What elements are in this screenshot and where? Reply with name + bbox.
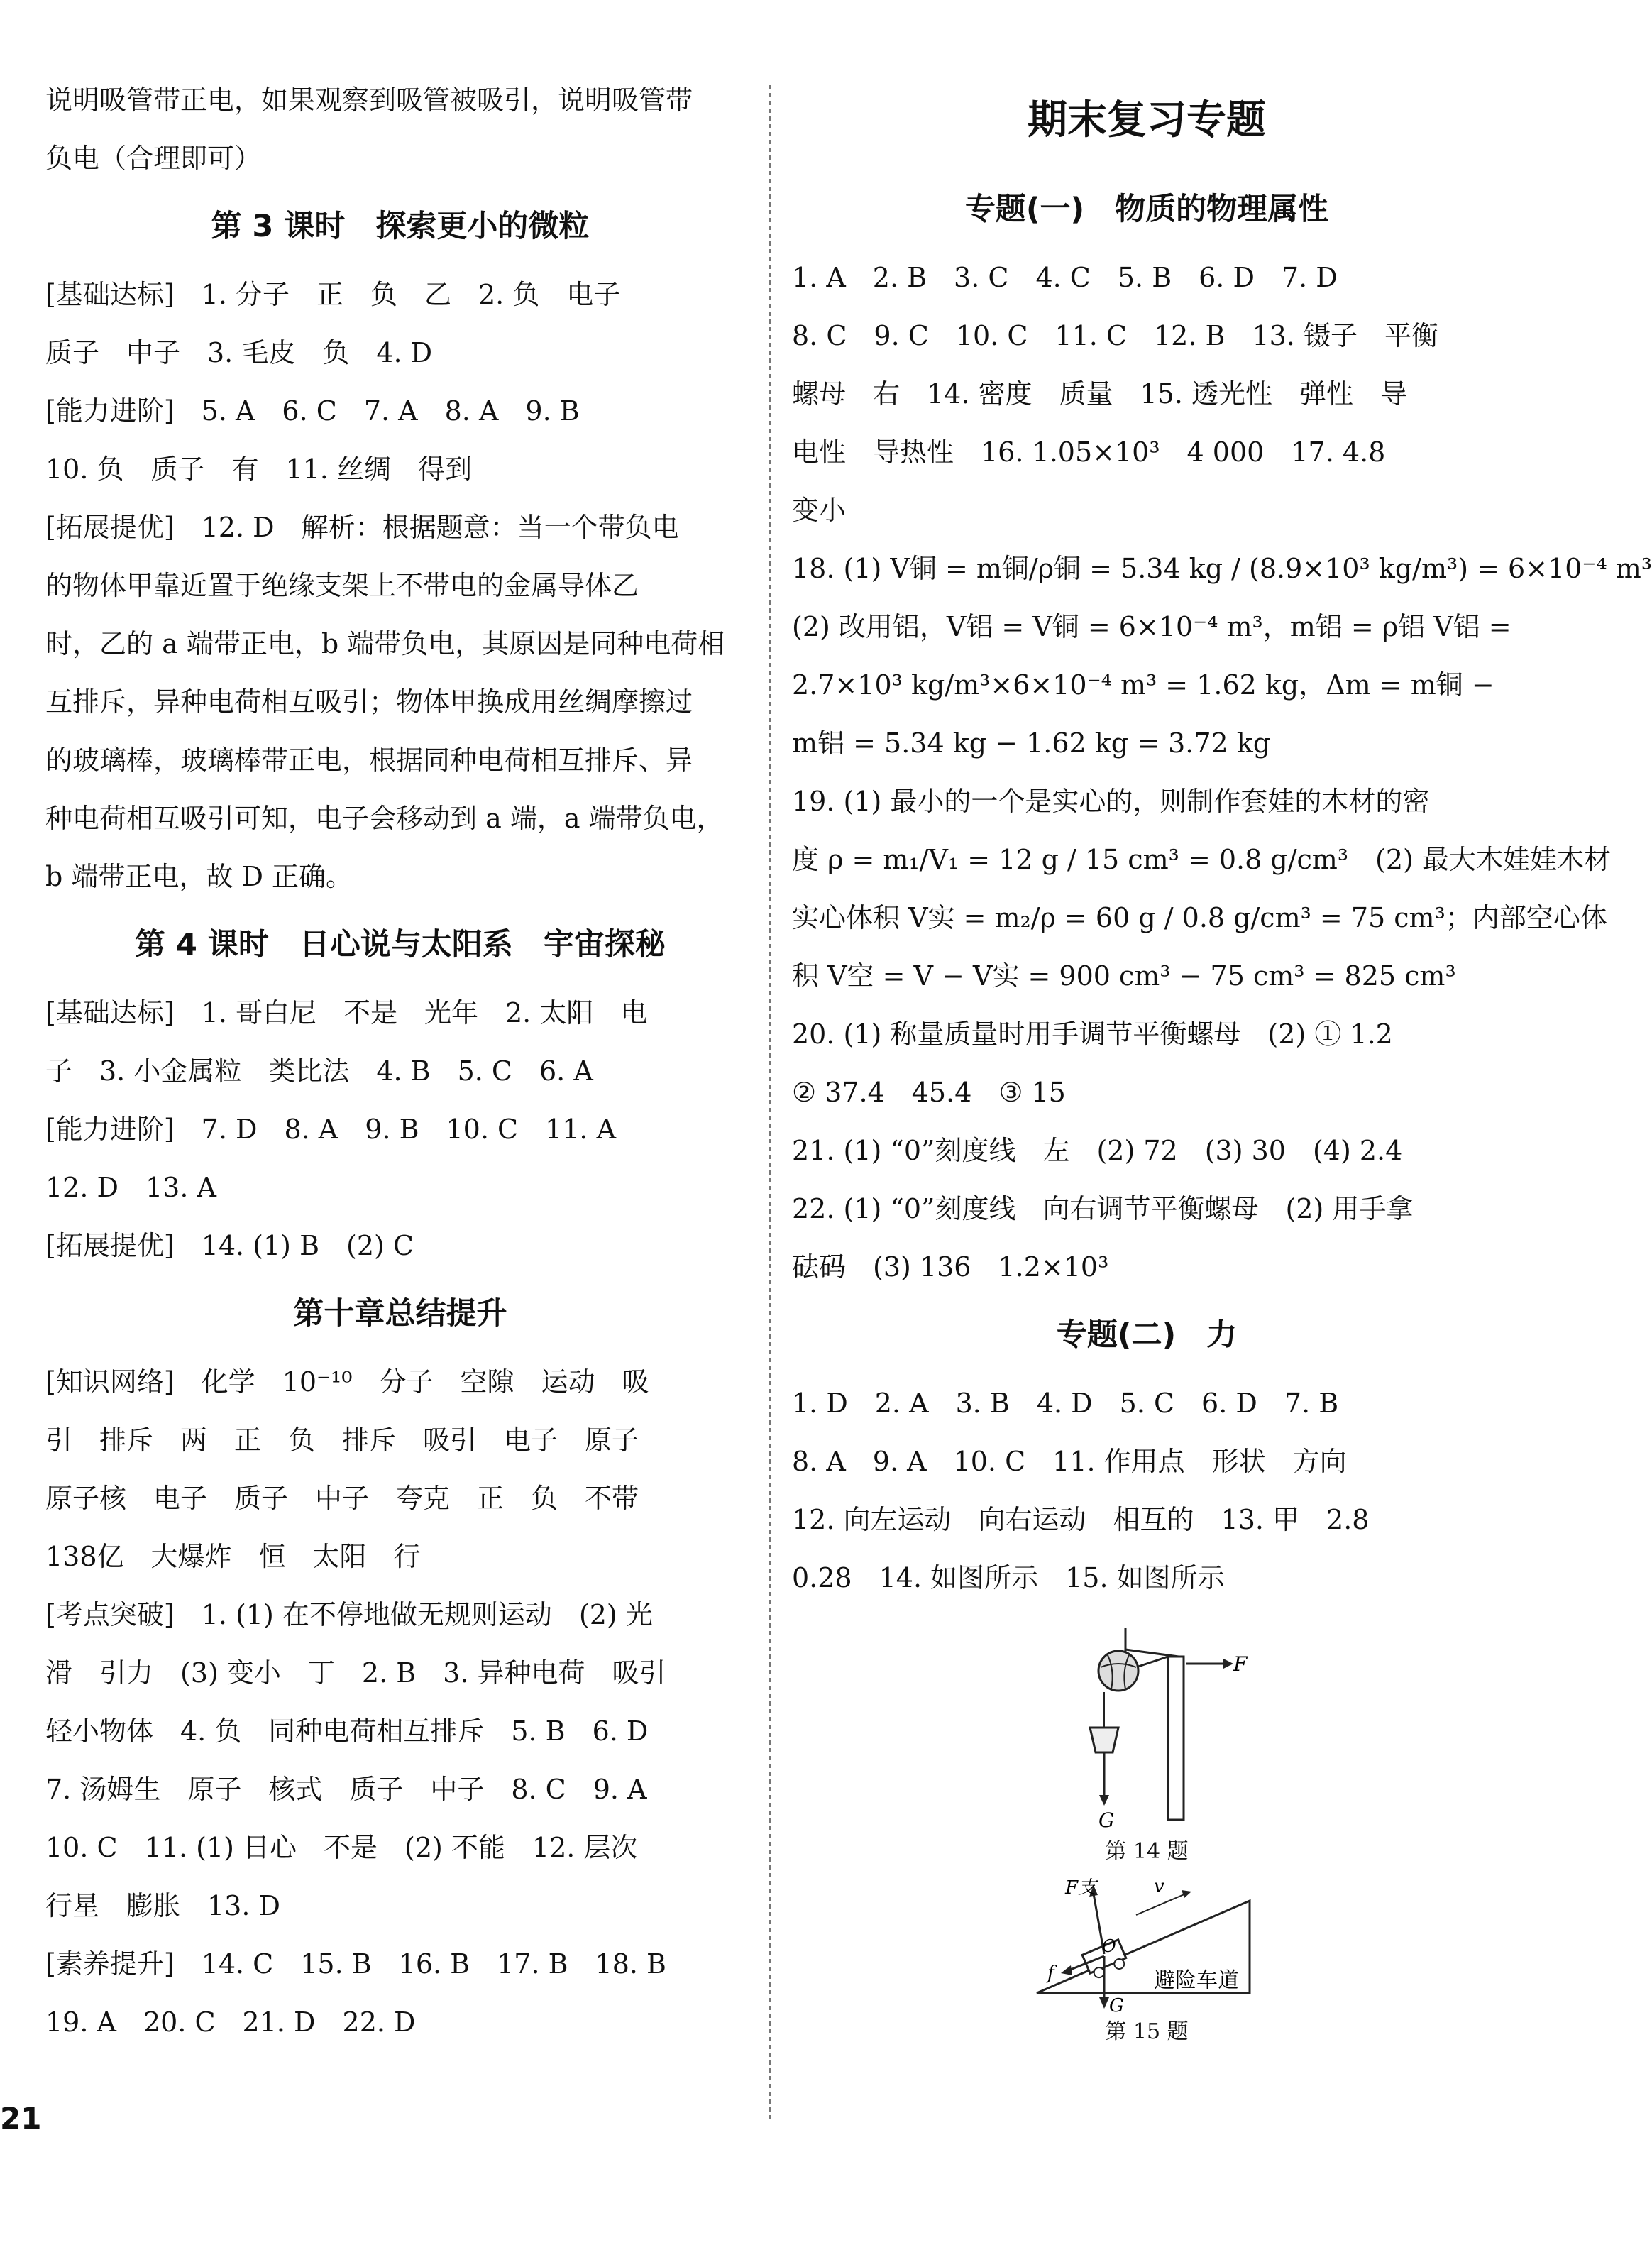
text-line: 原子核 电子 质子 中子 夸克 正 负 不带 [45, 1483, 639, 1514]
section-heading-topic1: 专题(一) 物质的物理属性 [964, 192, 1329, 227]
section-heading-summary: 第十章总结提升 [293, 1296, 507, 1332]
friction-label: f [1047, 1963, 1054, 1984]
text-line: 8. A 9. A 10. C 11. 作用点 形状 方向 [792, 1446, 1347, 1477]
text-line: 互排斥，异种电荷相互吸引；物体甲换成用丝绸摩擦过 [45, 686, 693, 718]
center-label-O: O [1102, 1936, 1116, 1956]
section-heading-topic2: 专题(二) 力 [1056, 1317, 1238, 1353]
text-line: [能力进阶] 5. A 6. C 7. A 8. A 9. B [45, 395, 580, 427]
text-line: 滑 引力 (3) 变小 丁 2. B 3. 异种电荷 吸引 [45, 1657, 666, 1689]
text-line: 1. D 2. A 3. B 4. D 5. C 6. D 7. B [792, 1388, 1339, 1419]
text-line: 电性 导热性 16. 1.05×10³ 4 000 17. 4.8 [792, 437, 1386, 468]
text-line: [能力进阶] 7. D 8. A 9. B 10. C 11. A [45, 1114, 617, 1145]
text-line: 8. C 9. C 10. C 11. C 12. B 13. 镊子 平衡 [792, 320, 1438, 351]
text-line: 12. D 13. A [45, 1172, 216, 1203]
text-line: 20. (1) 称量质量时用手调节平衡螺母 (2) ① 1.2 [792, 1019, 1393, 1050]
equation-line: 实心体积 V实 = m₂/ρ = 60 g / 0.8 g/cm³ = 75 cm³；内部空心体 [792, 902, 1607, 933]
column-divider [769, 85, 771, 2122]
text-line: 21. (1) “0”刻度线 左 (2) 72 (3) 30 (4) 2.4 [792, 1135, 1403, 1166]
text-line: 1. A 2. B 3. C 4. C 5. B 6. D 7. D [792, 262, 1338, 293]
text-line: 2.7×10³ kg/m³×6×10⁻⁴ m³ = 1.62 kg，Δm = m铜 − [792, 669, 1494, 701]
section-heading-review: 期末复习专题 [1028, 97, 1266, 143]
figure-14 [1040, 1621, 1253, 1837]
text-line: [考点突破] 1. (1) 在不停地做无规则运动 (2) 光 [45, 1599, 653, 1630]
figure-15 [1030, 1872, 1264, 2017]
figure-14-caption: 第 14 题 [1105, 1839, 1189, 1864]
text-line: 螺母 右 14. 密度 质量 15. 透光性 弹性 导 [792, 378, 1408, 410]
section-heading-lesson4: 第 4 课时 日心说与太阳系 宇宙探秘 [135, 927, 666, 962]
text-line: [拓展提优] 14. (1) B (2) C [45, 1230, 414, 1261]
text-line: [知识网络] 化学 10⁻¹⁰ 分子 空隙 运动 吸 [45, 1366, 649, 1398]
text-line: [基础达标] 1. 哥白尼 不是 光年 2. 太阳 电 [45, 997, 648, 1028]
text-line: 种电荷相互吸引可知，电子会移动到 a 端，a 端带负电， [45, 803, 724, 834]
text-line: (2) 改用铝，V铝 = V铜 = 6×10⁻⁴ m³，m铝 = ρ铝 V铝 = [792, 611, 1511, 642]
velocity-label: v [1154, 1876, 1164, 1897]
text-line: 22. (1) “0”刻度线 向右调节平衡螺母 (2) 用手拿 [792, 1193, 1414, 1224]
text-line: 砝码 (3) 136 1.2×10³ [792, 1251, 1109, 1283]
text-line: b 端带正电，故 D 正确。 [45, 861, 353, 892]
text-line: 轻小物体 4. 负 同种电荷相互排斥 5. B 6. D [45, 1716, 649, 1747]
text-line: 10. 负 质子 有 11. 丝绸 得到 [45, 454, 473, 485]
gravity-label-G: G [1109, 1995, 1124, 2016]
text-line: 19. A 20. C 21. D 22. D [45, 2007, 416, 2038]
force-label-G: G [1098, 1808, 1115, 1832]
text-line: ② 37.4 45.4 ③ 15 [792, 1077, 1066, 1108]
text-line: 10. C 11. (1) 日心 不是 (2) 不能 12. 层次 [45, 1832, 638, 1863]
text-line: 138亿 大爆炸 恒 太阳 行 [45, 1541, 421, 1572]
text-line: m铝 = 5.34 kg − 1.62 kg = 3.72 kg [792, 728, 1271, 759]
text-line: [拓展提优] 12. D 解析：根据题意：当一个带负电 [45, 512, 679, 543]
text-line: 引 排斥 两 正 负 排斥 吸引 电子 原子 [45, 1425, 639, 1456]
section-heading-lesson3: 第 3 课时 探索更小的微粒 [211, 209, 590, 244]
text-line: 子 3. 小金属粒 类比法 4. B 5. C 6. A [45, 1055, 593, 1087]
text-line: 的玻璃棒，玻璃棒带正电，根据同种电荷相互排斥、异 [45, 745, 693, 776]
text-line: 0.28 14. 如图所示 15. 如图所示 [792, 1562, 1225, 1593]
text-line: [基础达标] 1. 分子 正 负 乙 2. 负 电子 [45, 279, 621, 310]
text-line: 时，乙的 a 端带正电，b 端带负电，其原因是同种电荷相 [45, 628, 725, 659]
basketball-hoop-diagram [1040, 1621, 1253, 1834]
right-column [792, 71, 1652, 2047]
figure-15-caption: 第 15 题 [1105, 2019, 1189, 2044]
equation-line: 度 ρ = m₁/V₁ = 12 g / 15 cm³ = 0.8 g/cm³ (2) 最大木娃娃木材 [792, 844, 1611, 875]
text-line: 积 V空 = V − V实 = 900 cm³ − 75 cm³ = 825 cm³ [792, 960, 1456, 992]
left-column [45, 71, 755, 2051]
text-line: 行星 膨胀 13. D [45, 1890, 280, 1921]
escape-lane-label: 避险车道 [1154, 1968, 1239, 1993]
equation-line: 18. (1) V铜 = m铜/ρ铜 = 5.34 kg / (8.9×10³ kg/m³) = 6×10⁻⁴ m³ [792, 553, 1652, 584]
text-line: 的物体甲靠近置于绝缘支架上不带电的金属导体乙 [45, 570, 639, 601]
text-line: 变小 [792, 495, 847, 526]
text-line: 负电（合理即可） [45, 143, 262, 174]
text-line: 19. (1) 最小的一个是实心的，则制作套娃的木材的密 [792, 786, 1430, 817]
text-line: 质子 中子 3. 毛皮 负 4. D [45, 337, 433, 368]
text-line: [素养提升] 14. C 15. B 16. B 17. B 18. B [45, 1948, 666, 1980]
escape-lane-diagram [1030, 1872, 1264, 2014]
page-number: 21 [0, 2101, 42, 2136]
text-line: 说明吸管带正电，如果观察到吸管被吸引，说明吸管带 [45, 84, 693, 116]
force-label-F: F [1233, 1652, 1248, 1676]
text-line: 7. 汤姆生 原子 核式 质子 中子 8. C 9. A [45, 1774, 647, 1805]
force-label-F-support: F支 [1065, 1877, 1097, 1899]
text-line: 12. 向左运动 向右运动 相互的 13. 甲 2.8 [792, 1504, 1370, 1535]
